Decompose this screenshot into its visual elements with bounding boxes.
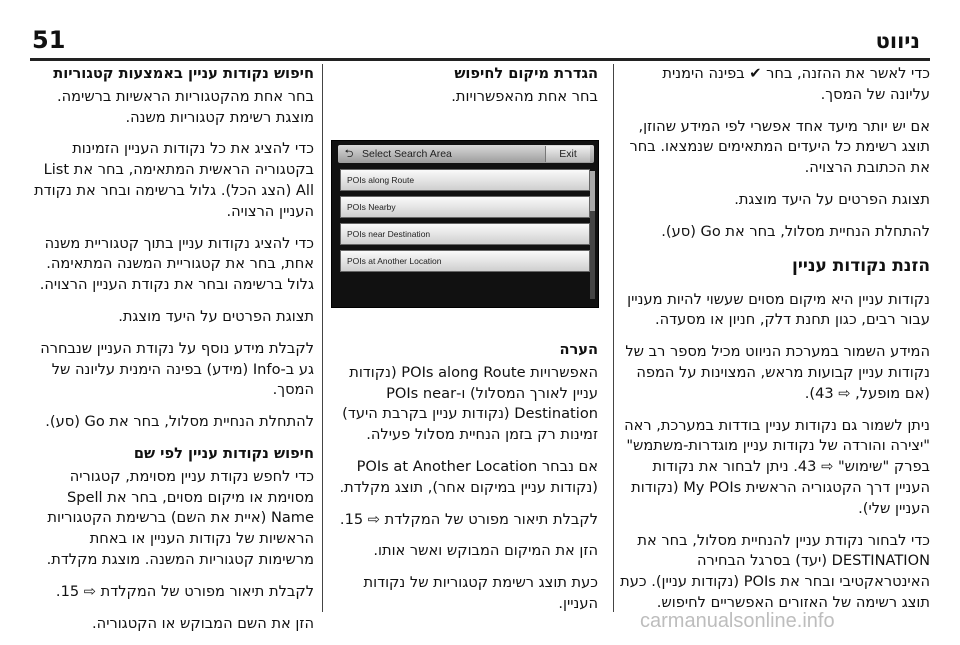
paragraph: בחר אחת מהקטגוריות הראשיות ברשימה. מוצגת רשימת קטגוריות משנה.	[56, 87, 314, 126]
column-middle	[330, 64, 598, 119]
subheading: חיפוש נקודות עניין באמצעות קטגוריות	[53, 65, 314, 82]
paragraph: תצוגת הפרטים על היעד מוצגת.	[118, 307, 314, 325]
exit-button[interactable]: Exit	[545, 146, 590, 162]
paragraph: הזן את השם המבוקש או הקטגוריה.	[92, 614, 314, 632]
section-title: ניווט	[875, 29, 920, 53]
paragraph: להתחלת הנחיית מסלול, בחר את Go (סע).	[45, 413, 314, 431]
paragraph: להתחלת הנחיית מסלול, בחר את Go (סע).	[661, 222, 930, 240]
paragraph: לקבלת תיאור מפורט של המקלדת ⇨ 15.	[339, 510, 598, 528]
list-item[interactable]: POIs at Another Location	[340, 250, 590, 272]
list-item[interactable]: POIs along Route	[340, 169, 590, 191]
scrollbar-thumb[interactable]	[590, 171, 595, 211]
column-left	[32, 64, 314, 645]
search-area-list	[340, 169, 590, 277]
paragraph: בחר אחת מהאפשרויות.	[451, 87, 598, 105]
watermark: carmanualsonline.info	[640, 610, 835, 632]
page-header	[0, 0, 960, 54]
paragraph: המידע השמור במערכת הניווט מכיל מספר רב של נקודות עניין קבועות מראש, המצוינות על המפה (אם מופעל, ⇨ 43).	[625, 343, 930, 402]
paragraph: כדי לבחור נקודת עניין להנחיית מסלול, בחר את DESTINATION (יעד) בסרגל הבחירה האינטראקטיבי ובחר את POIs (נקודות עניין). כעת תוצג רשימה של האזורים האפשריים לחיפוש.	[620, 531, 930, 611]
subheading: הגדרת מיקום לחיפוש	[454, 65, 598, 82]
screen-title: Select Search Area	[362, 148, 452, 160]
column-middle-lower	[330, 340, 598, 626]
paragraph: אם יש יותר מיעד אחד אפשרי לפי המידע שהוזן, תוצג רשימת כל היעדים המתאימים שנמצאו. בחר את הכתובת הרצויה.	[629, 117, 930, 177]
note-heading: הערה	[559, 341, 598, 358]
screen-illustration	[331, 140, 599, 308]
note-text: האפשרויות POIs along Route (נקודות עניין לאורך המסלול) ו-POIs near Destination (נקודות עניין בקרבת היעד) זמינות רק בזמן הנחיית מסלול פעילה.	[342, 363, 598, 444]
paragraph: כדי לאשר את ההזנה, בחר ✔ בפינה הימנית עליונה של המסך.	[662, 65, 930, 103]
paragraph: כדי להציג נקודות עניין בתוך קטגוריית משנה אחת, בחר את קטגוריית המשנה המתאימה. גלול ברשימה ובחר את נקודת העניין הרצויה.	[39, 234, 314, 294]
list-item[interactable]: POIs near Destination	[340, 223, 590, 245]
screen-title-bar	[338, 145, 594, 163]
paragraph: לקבלת מידע נוסף על נקודת העניין שנבחרה גע ב-Info (מידע) בפינה הימנית עליונה של המסך.	[40, 339, 314, 399]
paragraph: לקבלת תיאור מפורט של המקלדת ⇨ 15.	[55, 582, 314, 600]
column-divider	[322, 64, 323, 612]
paragraph: ניתן לשמור גם נקודות עניין בודדות במערכת, ראה "יצירה והורדה של נקודות עניין מוגדרות-משתמש" בפרק "שימוש" ⇨ 43. ניתן לבחור את נקודות העניין דרך הקטגוריה הראשית My POIs (נקודות העניין שלי).	[624, 416, 930, 517]
paragraph: נקודות עניין היא מיקום מסוים שעשוי להיות מעניין עבור רבים, כגון תחנת דלק, חניון או מסעדה.	[627, 290, 930, 329]
paragraph: כדי להציג את כל נקודות העניין הזמינות בקטגוריה הראשית המתאימה, בחר את List All (הצג הכל). גלול ברשימה ובחר את נקודת העניין הרצויה.	[34, 140, 314, 220]
subheading: חיפוש נקודות עניין לפי שם	[133, 444, 314, 462]
paragraph: כדי לחפש נקודת עניין מסוימת, קטגוריה מסוימת או מיקום מסוים, בחר את Spell Name (איית את השם) ברשימת הקטגוריות הראשיות של נקודות העניין או באחת מרשימות קטגוריות המשנה. מוצגת מקלדת.	[46, 467, 314, 568]
paragraph: הזן את המיקום המבוקש ואשר אותו.	[373, 542, 598, 560]
paragraph: תצוגת הפרטים על היעד מוצגת.	[734, 190, 930, 208]
column-right	[620, 64, 930, 625]
back-arrow-icon[interactable]: ⮌	[344, 147, 354, 160]
paragraph: כעת תוצג רשימת קטגוריות של נקודות העניין.	[363, 574, 598, 612]
page-number: 51	[32, 26, 66, 54]
column-divider	[613, 64, 614, 612]
paragraph: אם נבחר POIs at Another Location (נקודות עניין במיקום אחר), תוצג מקלדת.	[339, 457, 598, 496]
list-item[interactable]: POIs Nearby	[340, 196, 590, 218]
scrollbar[interactable]	[590, 171, 595, 299]
section-heading: הזנת נקודות עניין	[791, 255, 930, 276]
header-rule	[30, 58, 930, 61]
